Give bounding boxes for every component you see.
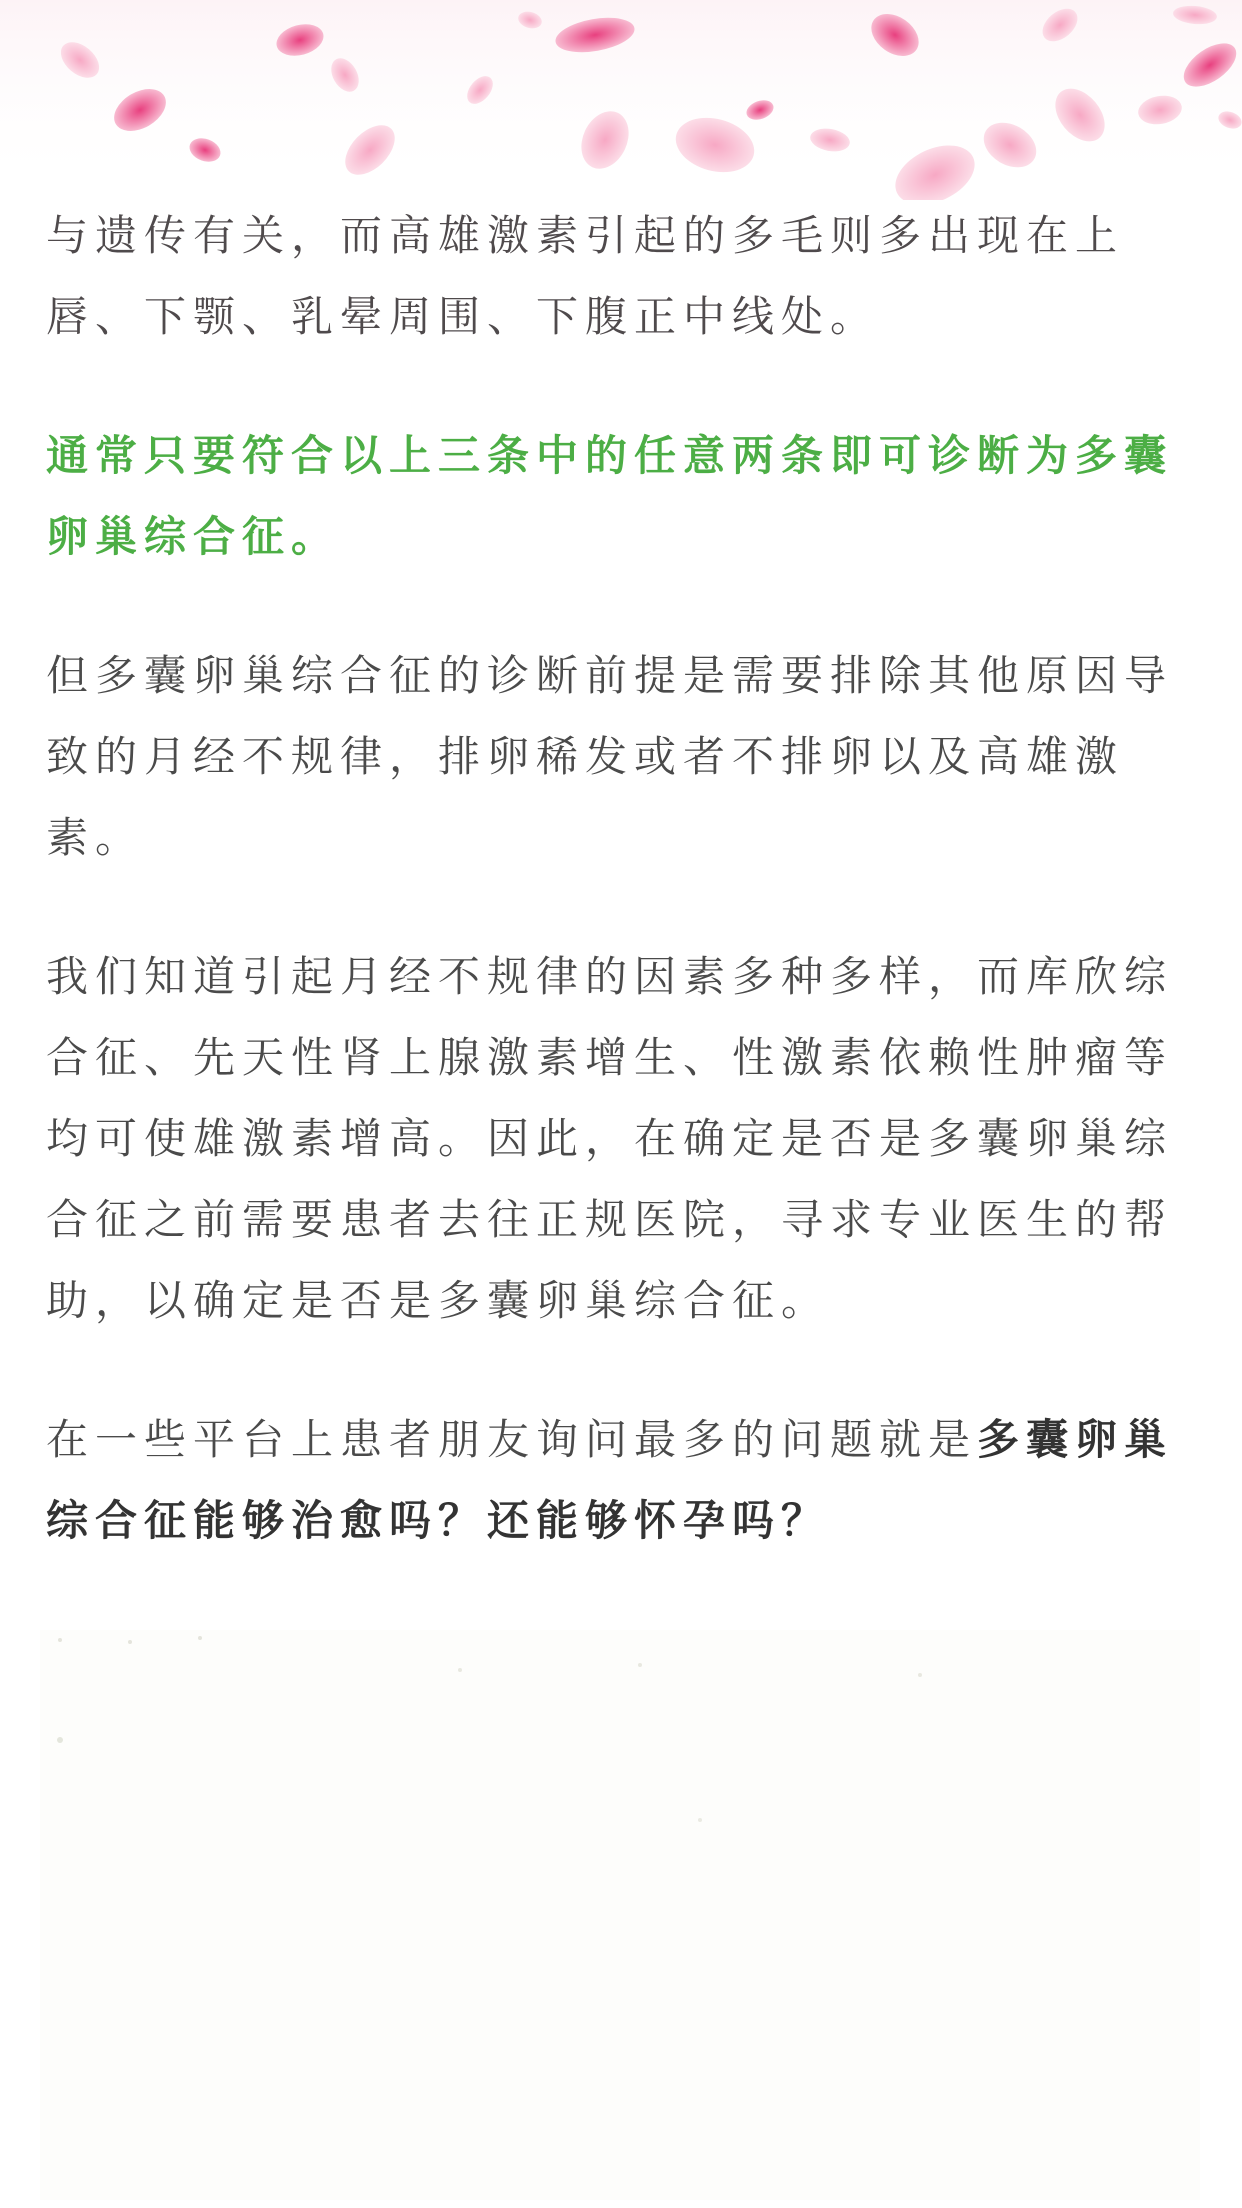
question-intro-text: 在一些平台上患者朋友询问最多的问题就是 <box>46 1415 978 1464</box>
paragraph-other-causes: 我们知道引起月经不规律的因素多种多样，而库欣综合征、先天性肾上腺激素增生、性激素依赖性肿瘤等均可使雄激素增高。因此，在确定是否是多囊卵巢综合征之前需要患者去往正规医院，寻求专业医生的帮助，以确定是否是多囊卵巢综合征。 <box>46 952 1174 1325</box>
petal-icons <box>0 0 1242 200</box>
article-body <box>46 195 1196 1619</box>
falling-petals-decoration <box>0 0 1242 200</box>
question-bold-text: 多囊卵巢综合征能够治愈吗？还能够怀孕吗？ <box>46 1415 1174 1545</box>
diagnosis-criteria-highlight: 通常只要符合以上三条中的任意两条即可诊断为多囊卵巢综合征。 <box>46 431 1174 561</box>
paragraph-exclusion-premise: 但多囊卵巢综合征的诊断前提是需要排除其他原因导致的月经不规律，排卵稀发或者不排卵以及高雄激素。 <box>46 651 1174 862</box>
bottom-image-placeholder <box>40 1630 1200 2200</box>
paragraph-hirsutism-distribution: 与遗传有关，而高雄激素引起的多毛则多出现在上唇、下颚、乳晕周围、下腹正中线处。 <box>46 211 1125 341</box>
faint-texture-decoration <box>40 1630 1200 2200</box>
paragraph-common-question <box>46 1399 1196 1561</box>
